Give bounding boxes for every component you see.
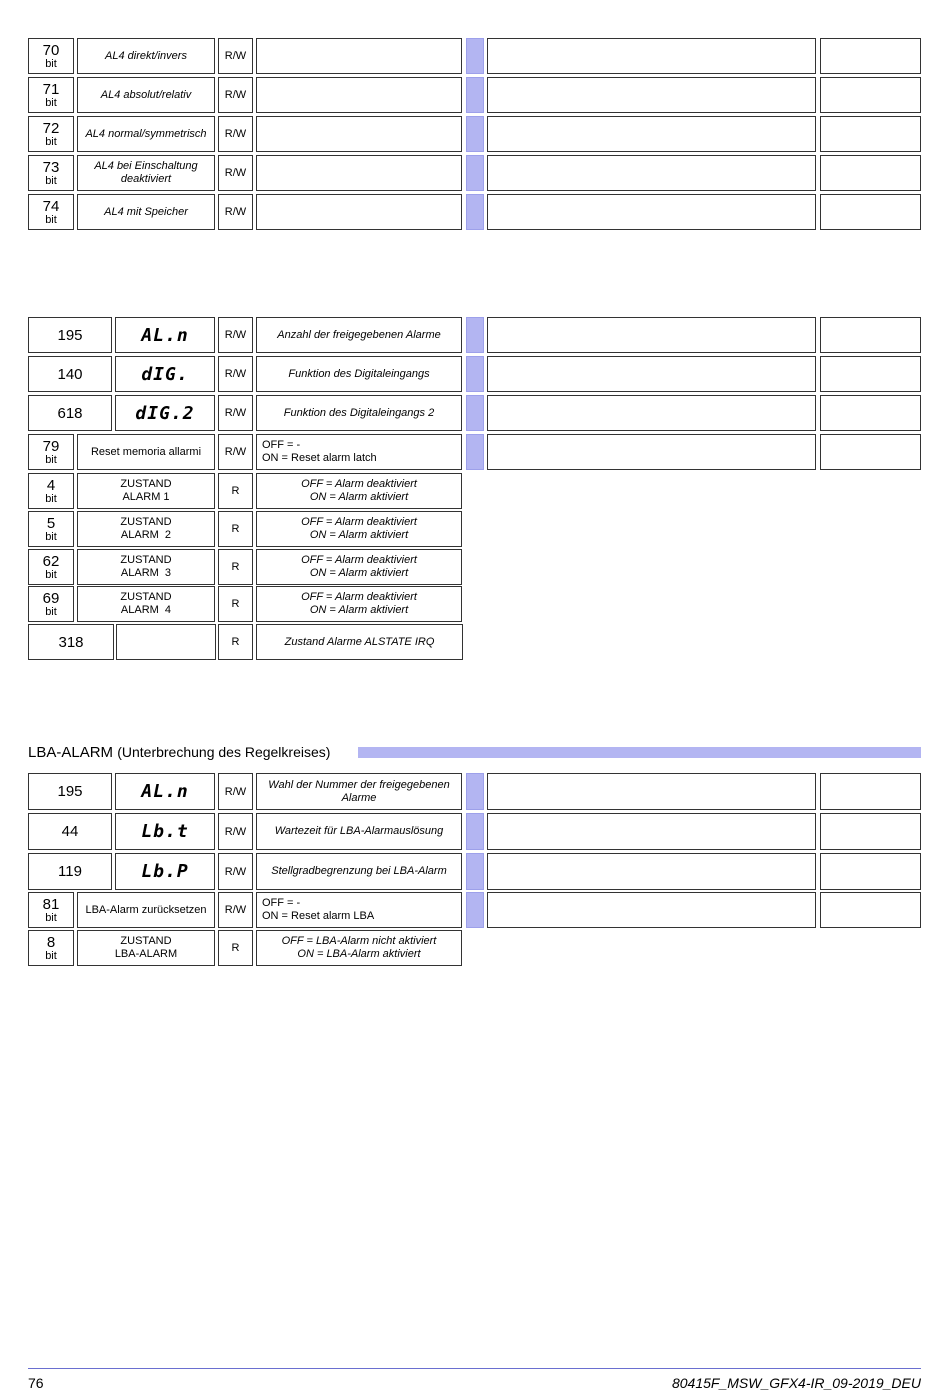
value-field xyxy=(487,356,816,392)
register-unit: bit xyxy=(45,911,57,924)
parameter-name xyxy=(77,586,215,622)
table-row xyxy=(0,773,950,810)
parameter-name: AL4 mit Speicher xyxy=(77,194,215,230)
table-row xyxy=(0,317,950,353)
marker-bar xyxy=(466,38,484,74)
parameter-description xyxy=(256,892,462,928)
parameter-description xyxy=(256,194,462,230)
access-mode: R/W xyxy=(218,194,253,230)
parameter-name: Reset memoria allarmi xyxy=(77,434,215,470)
register-unit: bit xyxy=(45,213,57,226)
parameter-description: Funktion des Digitaleingangs 2 xyxy=(256,395,462,431)
page-number: 76 xyxy=(28,1375,44,1391)
register-number-value: 70 xyxy=(42,41,60,59)
parameter-name xyxy=(77,549,215,585)
value-field xyxy=(487,773,816,810)
description-line: ON = Alarm aktiviert xyxy=(309,567,409,579)
parameter-description xyxy=(256,473,462,509)
access-mode: R/W xyxy=(218,773,253,810)
marker-bar xyxy=(466,773,484,810)
register-number-value: 72 xyxy=(42,119,60,137)
table-row xyxy=(0,194,950,230)
description-line: ON = Alarm aktiviert xyxy=(309,604,409,616)
value-field xyxy=(487,395,816,431)
display-code: Lb.P xyxy=(115,853,215,890)
register-number: 140 xyxy=(28,356,112,392)
table-row xyxy=(0,77,950,113)
table-row xyxy=(0,356,950,392)
parameter-name xyxy=(77,511,215,547)
parameter-description xyxy=(256,511,462,547)
access-mode: R xyxy=(218,549,253,585)
value-field xyxy=(487,77,816,113)
default-field xyxy=(820,38,921,74)
description-line: OFF = Alarm deaktiviert xyxy=(301,591,417,603)
parameter-name xyxy=(77,473,215,509)
name-line: ZUSTAND xyxy=(120,554,172,566)
default-field xyxy=(820,853,921,890)
section-title-sub: (Unterbrechung des Regelkreises) xyxy=(117,744,331,760)
marker-bar xyxy=(466,77,484,113)
default-field xyxy=(820,434,921,470)
register-number xyxy=(28,930,74,966)
marker-bar xyxy=(466,317,484,353)
parameter-description xyxy=(256,38,462,74)
display-code: AL.n xyxy=(115,773,215,810)
register-unit: bit xyxy=(45,949,57,962)
parameter-description xyxy=(256,586,462,622)
description-line: OFF = - xyxy=(262,439,301,451)
display-code: AL.n xyxy=(115,317,215,353)
register-number: 119 xyxy=(28,853,112,890)
parameter-name: AL4 absolut/relativ xyxy=(77,77,215,113)
register-unit: bit xyxy=(45,57,57,70)
register-unit: bit xyxy=(45,492,57,505)
table-row xyxy=(0,434,950,470)
default-field xyxy=(820,813,921,850)
description-line: ON = Reset alarm LBA xyxy=(262,910,375,922)
marker-bar xyxy=(466,434,484,470)
parameter-description xyxy=(256,155,462,191)
register-number-value: 81 xyxy=(42,895,60,913)
name-line: ZUSTAND xyxy=(120,935,172,947)
default-field xyxy=(820,194,921,230)
register-number: 195 xyxy=(28,773,112,810)
section-bar xyxy=(358,747,921,758)
value-field xyxy=(487,194,816,230)
table-row xyxy=(0,853,950,890)
access-mode: R/W xyxy=(218,892,253,928)
document-code: 80415F_MSW_GFX4-IR_09-2019_DEU xyxy=(671,1375,921,1391)
register-unit: bit xyxy=(45,568,57,581)
parameter-description xyxy=(256,930,462,966)
register-number-value: 73 xyxy=(42,158,60,176)
value-field xyxy=(487,813,816,850)
name-line: LBA-ALARM xyxy=(114,948,178,960)
description-line: ON = Reset alarm latch xyxy=(262,452,377,464)
table-row xyxy=(0,549,950,585)
register-number: 318 xyxy=(28,624,114,660)
table-row xyxy=(0,813,950,850)
table-row xyxy=(0,473,950,509)
access-mode: R/W xyxy=(218,853,253,890)
parameter-name: AL4 bei Einschaltung deaktiviert xyxy=(77,155,215,191)
access-mode: R xyxy=(218,586,253,622)
footer-divider xyxy=(28,1368,921,1369)
parameter-name: LBA-Alarm zurücksetzen xyxy=(77,892,215,928)
value-field xyxy=(487,38,816,74)
register-number: 618 xyxy=(28,395,112,431)
parameter-description xyxy=(256,549,462,585)
register-number xyxy=(28,194,74,230)
default-field xyxy=(820,773,921,810)
value-field xyxy=(487,892,816,928)
register-number-value: 5 xyxy=(46,514,56,532)
access-mode: R/W xyxy=(218,356,253,392)
register-number xyxy=(28,116,74,152)
default-field xyxy=(820,317,921,353)
access-mode: R/W xyxy=(218,813,253,850)
access-mode: R/W xyxy=(218,395,253,431)
description-line: ON = Alarm aktiviert xyxy=(309,529,409,541)
description-line: OFF = Alarm deaktiviert xyxy=(301,516,417,528)
parameter-name: AL4 direkt/invers xyxy=(77,38,215,74)
value-field xyxy=(487,317,816,353)
parameter-name xyxy=(77,930,215,966)
parameter-description: Funktion des Digitaleingangs xyxy=(256,356,462,392)
register-number-value: 69 xyxy=(42,589,60,607)
name-line: ZUSTAND xyxy=(120,591,172,603)
marker-bar xyxy=(466,116,484,152)
value-field xyxy=(487,155,816,191)
register-number xyxy=(28,38,74,74)
marker-bar xyxy=(466,853,484,890)
register-unit: bit xyxy=(45,174,57,187)
default-field xyxy=(820,116,921,152)
register-number-value: 79 xyxy=(42,437,60,455)
description-line: ON = LBA-Alarm aktiviert xyxy=(297,948,421,960)
register-unit: bit xyxy=(45,453,57,466)
register-number-value: 62 xyxy=(42,552,60,570)
table-row xyxy=(0,511,950,547)
register-number: 44 xyxy=(28,813,112,850)
name-line: ALARM 4 xyxy=(120,604,172,616)
marker-bar xyxy=(466,194,484,230)
register-unit: bit xyxy=(45,605,57,618)
description-line: OFF = LBA-Alarm nicht aktiviert xyxy=(281,935,437,947)
register-unit: bit xyxy=(45,530,57,543)
display-code xyxy=(116,624,216,660)
section-title-main: LBA-ALARM xyxy=(28,744,114,761)
register-number-value: 74 xyxy=(42,197,60,215)
name-line: ALARM 2 xyxy=(120,529,172,541)
register-number-value: 8 xyxy=(46,933,56,951)
description-line: OFF = Alarm deaktiviert xyxy=(301,554,417,566)
register-number xyxy=(28,77,74,113)
register-number xyxy=(28,892,74,928)
marker-bar xyxy=(466,395,484,431)
access-mode: R/W xyxy=(218,155,253,191)
table-row xyxy=(0,395,950,431)
parameter-description xyxy=(256,434,462,470)
register-number xyxy=(28,511,74,547)
access-mode: R xyxy=(218,930,253,966)
value-field xyxy=(487,853,816,890)
access-mode: R/W xyxy=(218,77,253,113)
parameter-description: Wahl der Nummer der freigegebenen Alarme xyxy=(256,773,462,810)
table-row xyxy=(0,116,950,152)
display-code: Lb.t xyxy=(115,813,215,850)
access-mode: R xyxy=(218,624,253,660)
display-code: dIG.2 xyxy=(115,395,215,431)
parameter-description xyxy=(256,77,462,113)
register-unit: bit xyxy=(45,135,57,148)
name-line: ALARM 3 xyxy=(120,567,172,579)
marker-bar xyxy=(466,155,484,191)
marker-bar xyxy=(466,356,484,392)
description-line: ON = Alarm aktiviert xyxy=(309,491,409,503)
register-number-value: 71 xyxy=(42,80,60,98)
table-row xyxy=(0,892,950,928)
default-field xyxy=(820,77,921,113)
register-number xyxy=(28,434,74,470)
parameter-description: Wartezeit für LBA-Alarmauslösung xyxy=(256,813,462,850)
marker-bar xyxy=(466,813,484,850)
name-line: ZUSTAND xyxy=(120,516,172,528)
table-row xyxy=(0,624,950,660)
register-number-value: 4 xyxy=(46,476,56,494)
default-field xyxy=(820,892,921,928)
access-mode: R/W xyxy=(218,116,253,152)
description-line: OFF = Alarm deaktiviert xyxy=(301,478,417,490)
parameter-description: Stellgradbegrenzung bei LBA-Alarm xyxy=(256,853,462,890)
access-mode: R xyxy=(218,511,253,547)
table-row xyxy=(0,38,950,74)
default-field xyxy=(820,395,921,431)
section-title xyxy=(28,744,330,761)
value-field xyxy=(487,116,816,152)
display-code: dIG. xyxy=(115,356,215,392)
table-row xyxy=(0,930,950,966)
register-number xyxy=(28,473,74,509)
access-mode: R/W xyxy=(218,434,253,470)
parameter-name: AL4 normal/symmetrisch xyxy=(77,116,215,152)
register-number: 195 xyxy=(28,317,112,353)
register-unit: bit xyxy=(45,96,57,109)
default-field xyxy=(820,356,921,392)
name-line: ALARM 1 xyxy=(122,491,170,503)
table-row xyxy=(0,155,950,191)
table-row xyxy=(0,586,950,622)
parameter-description xyxy=(256,116,462,152)
register-number xyxy=(28,155,74,191)
name-line: ZUSTAND xyxy=(120,478,172,490)
value-field xyxy=(487,434,816,470)
register-number xyxy=(28,549,74,585)
default-field xyxy=(820,155,921,191)
access-mode: R xyxy=(218,473,253,509)
register-number xyxy=(28,586,74,622)
access-mode: R/W xyxy=(218,38,253,74)
parameter-description: Zustand Alarme ALSTATE IRQ xyxy=(256,624,463,660)
description-line: OFF = - xyxy=(262,897,301,909)
parameter-description: Anzahl der freigegebenen Alarme xyxy=(256,317,462,353)
access-mode: R/W xyxy=(218,317,253,353)
marker-bar xyxy=(466,892,484,928)
